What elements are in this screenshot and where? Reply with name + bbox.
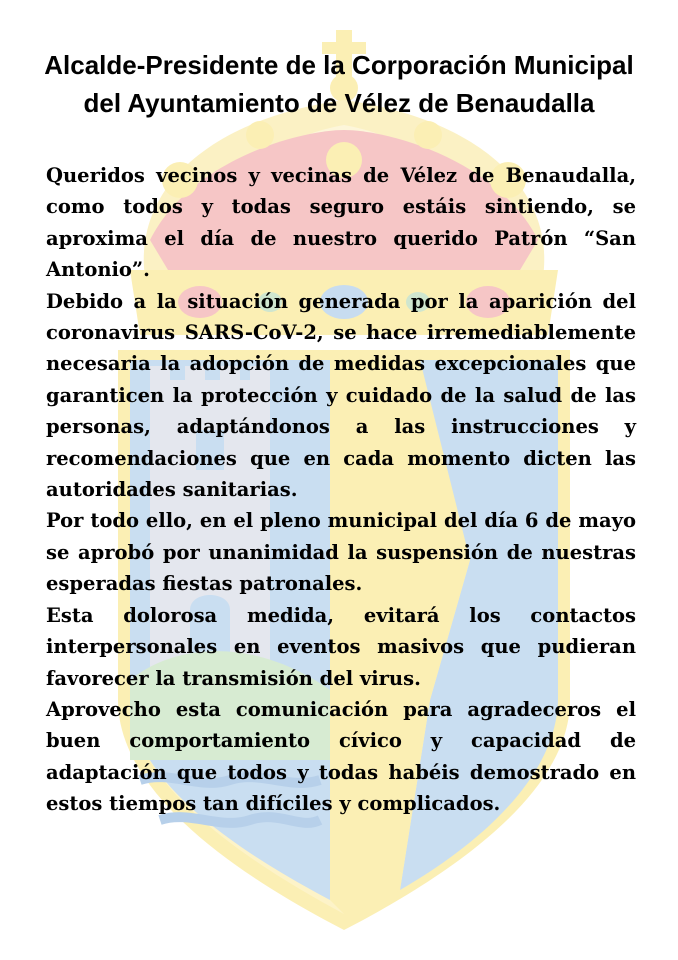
title-line-2: del Ayuntamiento de Vélez de Benaudalla xyxy=(83,88,595,118)
paragraph-decision: Por todo ello, en el pleno municipal del día 6 de mayo se aprobó por unanimidad la suspensión de nuestras esperadas fiestas patronales. xyxy=(46,509,636,596)
notice-body xyxy=(46,160,636,820)
paragraph-greeting: Queridos vecinos y vecinas de Vélez de Benaudalla, como todos y todas seguro estáis sintiendo, se aproxima el día de nuestro querido Patrón “San Antonio”. xyxy=(46,164,636,282)
paragraph-situation: Debido a la situación generada por la aparición del coronavirus SARS-CoV-2, se hace irremediablemente necesaria la adopción de medidas excepcionales que garanticen la protección y cuidado de la salud de las personas, adaptándonos a las instrucciones y recomendaciones que en cada momento dicten las autoridades sanitarias. xyxy=(46,289,636,502)
paragraph-measure: Esta dolorosa medida, evitará los contactos interpersonales en eventos masivos que pudieran favorecer la transmisión del virus. xyxy=(46,603,636,690)
paragraph-thanks: Aprovecho esta comunicación para agradeceros el buen comportamiento cívico y capacidad de adaptación que todos y todas habéis demostrado en estos tiempos tan difíciles y complicados. xyxy=(46,697,636,816)
title-line-1: Alcalde-Presidente de la Corporación Municipal xyxy=(44,50,634,80)
